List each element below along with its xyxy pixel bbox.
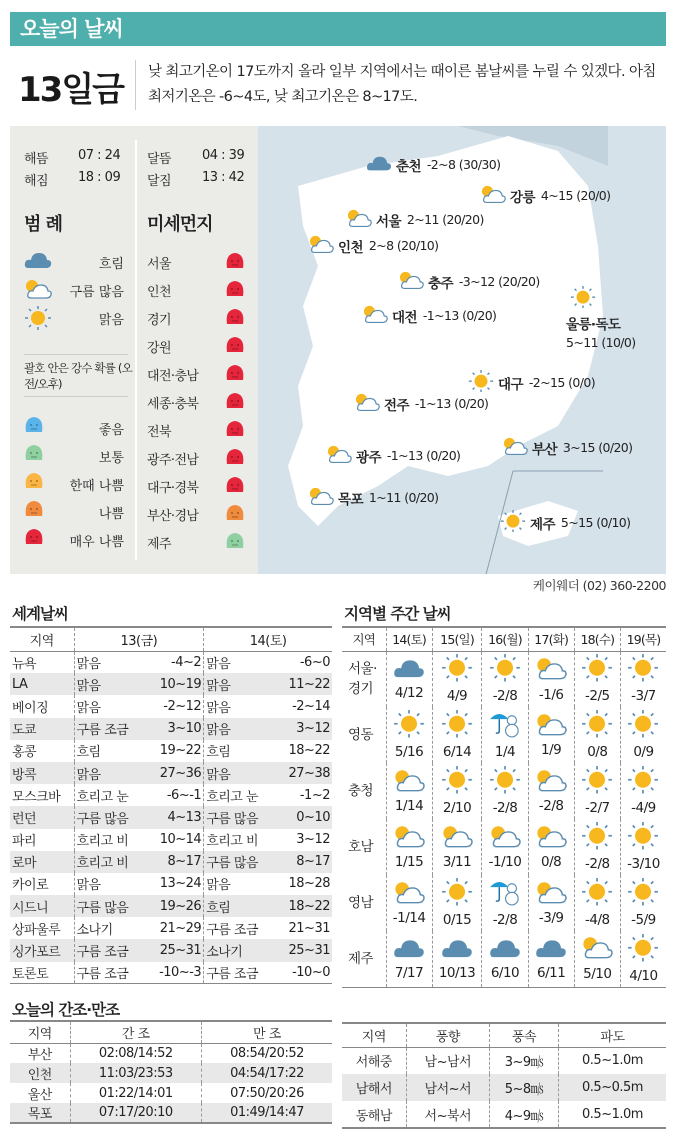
table-row: 호남 1/15 3/11 -1/10 0/8 -2/8 -3/10	[342, 819, 666, 875]
table-row: 영동 5/16 6/14 1/4 1/9 0/8 0/9	[342, 707, 666, 763]
moonset-label: 달짐	[147, 174, 172, 189]
korea-map	[258, 126, 666, 574]
sunny-icon	[627, 766, 659, 798]
sunny-icon	[489, 654, 521, 686]
date-label: 13일금	[18, 70, 124, 110]
legend-item-cloudy: 흐림	[24, 250, 124, 272]
partly-icon	[489, 824, 521, 853]
table-row: 울산 01:22/14:01 07:50/20:26	[10, 1083, 332, 1103]
sunny-icon	[441, 654, 473, 686]
map-city: 강릉 4~15 (20/0)	[480, 184, 610, 207]
partly-icon	[502, 436, 528, 459]
face-very-bad-icon	[225, 476, 245, 498]
page-title: 오늘의 날씨	[10, 12, 666, 46]
table-row: 모스크바 흐리고 눈 -6~-1 흐리고 눈 -1~2	[10, 784, 332, 806]
sunny-icon	[441, 878, 473, 910]
face-bad-icon	[225, 504, 245, 526]
partly-icon	[581, 935, 613, 964]
fine-dust-region: 인천	[147, 278, 245, 300]
partly-icon	[362, 304, 388, 327]
sunny-icon	[581, 878, 613, 910]
cloudy-icon	[535, 937, 567, 963]
partly-icon	[354, 392, 380, 415]
moonrise-label: 달뜸	[147, 152, 172, 167]
partly-icon	[393, 880, 425, 909]
legend-title: 범 례	[24, 214, 63, 235]
legend-item-partly-cloudy: 구름 많음	[24, 278, 124, 300]
face-normal-icon	[24, 444, 44, 466]
sunny-icon	[627, 654, 659, 686]
table-row: 남해서 남서~서 5~8㎧ 0.5~0.5m	[342, 1074, 666, 1101]
col-header: 간 조	[70, 1021, 201, 1043]
sunny-icon	[570, 286, 596, 311]
dust-legend-briefly-bad: 한때 나쁨	[24, 472, 124, 494]
table-row: 목포 07:17/20:10 01:49/14:47	[10, 1103, 332, 1123]
tide-table	[10, 1020, 332, 1124]
sunrise-label: 해뜸	[24, 152, 49, 167]
fine-dust-region: 세종·충북	[147, 390, 245, 412]
partly-icon	[393, 768, 425, 797]
col-header: 풍속	[489, 1023, 558, 1047]
world-weather-table	[10, 626, 332, 984]
sunny-icon	[24, 306, 52, 334]
dust-legend-good: 좋음	[24, 416, 124, 438]
sunset-label: 해짐	[24, 174, 49, 189]
fine-dust-region: 서울	[147, 250, 245, 272]
sunny-icon	[581, 766, 613, 798]
table-row: 상파울루 소나기 21~29 구름 조금 21~31	[10, 917, 332, 939]
col-header: 18(수)	[574, 627, 620, 651]
table-row: 부산 02:08/14:52 08:54/20:52	[10, 1043, 332, 1063]
col-header: 13(금)	[74, 627, 204, 651]
map-city: 춘천 -2~8 (30/30)	[366, 154, 500, 175]
partly-icon	[535, 824, 567, 853]
sunny-icon	[581, 710, 613, 742]
table-row: 로마 흐리고 비 8~17 구름 많음 8~17	[10, 851, 332, 873]
moonset-time: 13 : 42	[202, 170, 245, 185]
map-city: 서울 2~11 (20/20)	[346, 208, 484, 231]
face-very-bad-icon	[225, 420, 245, 442]
face-very-bad-icon	[24, 528, 44, 550]
dust-legend-bad: 나쁨	[24, 500, 124, 522]
fine-dust-region: 대전·충남	[147, 362, 245, 384]
face-briefly-bad-icon	[24, 472, 44, 494]
divider	[135, 60, 136, 110]
col-header: 지역	[10, 627, 74, 651]
col-header: 17(화)	[528, 627, 574, 651]
face-bad-icon	[24, 500, 44, 522]
col-header: 풍향	[406, 1023, 489, 1047]
partly-icon	[398, 270, 424, 293]
col-header: 지역	[342, 627, 386, 651]
table-row: 충청 1/14 2/10 -2/8 -2/8 -2/7 -4/9	[342, 763, 666, 819]
partly-icon	[535, 880, 567, 909]
partly-icon	[441, 824, 473, 853]
table-row: 토론토 구름 조금 -10~-3 구름 조금 -10~0	[10, 962, 332, 984]
dust-legend-normal: 보통	[24, 444, 124, 466]
partly-icon	[535, 712, 567, 741]
table-row: 싱가포르 구름 조금 25~31 소나기 25~31	[10, 939, 332, 961]
weekly-weather-title: 지역별 주간 날씨	[344, 605, 451, 623]
table-row: 카이로 맑음 13~24 맑음 18~28	[10, 873, 332, 895]
moonrise-time: 04 : 39	[202, 148, 245, 163]
face-very-bad-icon	[225, 308, 245, 330]
map-city: 인천 2~8 (20/10)	[308, 234, 438, 257]
info-panel	[10, 126, 258, 574]
face-very-bad-icon	[225, 392, 245, 414]
fine-dust-region: 강원	[147, 334, 245, 356]
sunny-icon	[441, 766, 473, 798]
face-normal-icon	[225, 532, 245, 554]
col-header: 16(월)	[482, 627, 528, 651]
partly-icon	[346, 208, 372, 231]
table-row: 베이징 맑음 -2~12 맑음 -2~14	[10, 695, 332, 717]
map-city: 광주 -1~13 (0/20)	[326, 444, 460, 467]
world-weather-title: 세계날씨	[12, 605, 68, 623]
fine-dust-region: 광주·전남	[147, 446, 245, 468]
dust-legend-very-bad: 매우 나쁨	[24, 528, 124, 550]
face-very-bad-icon	[225, 448, 245, 470]
fine-dust-region: 대구·경북	[147, 474, 245, 496]
table-row: 홍콩 흐림 19~22 흐림 18~22	[10, 740, 332, 762]
map-city: 대구 -2~15 (0/0)	[468, 370, 595, 395]
tide-title: 오늘의 간조·만조	[12, 1001, 120, 1019]
map-city: 충주 -3~12 (20/20)	[398, 270, 540, 293]
partly-icon	[535, 656, 567, 685]
table-row: 서울·경기 4/12 4/9 -2/8 -1/6 -2/5 -3/7	[342, 651, 666, 707]
map-city: 제주 5~15 (0/10)	[500, 510, 630, 535]
sunrise-time: 07 : 24	[78, 148, 121, 163]
fine-dust-region: 부산·경남	[147, 502, 245, 524]
cloudy-icon	[441, 937, 473, 963]
divider	[135, 140, 137, 560]
col-header: 19(목)	[620, 627, 666, 651]
table-row: 영남 -1/14 0/15 -2/8 -3/9 -4/8 -5/9	[342, 875, 666, 931]
table-row: 인천 11:03/23:53 04:54/17:22	[10, 1063, 332, 1083]
col-header: 파도	[558, 1023, 666, 1047]
table-row: 뉴욕 맑음 -4~2 맑음 -6~0	[10, 651, 332, 673]
face-very-bad-icon	[225, 252, 245, 274]
map-city: 부산 3~15 (0/20)	[502, 436, 632, 459]
table-row: 파리 흐리고 비 10~14 흐리고 비 3~12	[10, 829, 332, 851]
sunny-icon	[441, 710, 473, 742]
weather-summary: 낮 최고기온이 17도까지 올라 일부 지역에서는 때이른 봄날씨를 누릴 수 있겠다. 아침 최저기온은 -6~4도, 낮 최고기온은 8~17도.	[148, 64, 656, 105]
col-header: 만 조	[201, 1021, 332, 1043]
col-header: 14(토)	[386, 627, 432, 651]
cloudy-icon	[393, 657, 425, 683]
face-very-bad-icon	[225, 336, 245, 358]
cloudy-icon	[393, 937, 425, 963]
map-city: 전주 -1~13 (0/20)	[354, 392, 488, 415]
col-header: 지역	[342, 1023, 406, 1047]
face-good-icon	[24, 416, 44, 438]
partly-icon	[535, 768, 567, 797]
sunset-time: 18 : 09	[78, 170, 121, 185]
col-header: 14(토)	[204, 627, 332, 651]
face-very-bad-icon	[225, 364, 245, 386]
sunny-icon	[489, 766, 521, 798]
sunny-icon	[581, 822, 613, 854]
weekly-weather-table	[342, 626, 666, 988]
sunny-icon	[627, 710, 659, 742]
table-row: 런던 구름 많음 4~13 구름 많음 0~10	[10, 806, 332, 828]
sunny-icon	[581, 654, 613, 686]
snow-icon	[489, 710, 521, 742]
sunny-icon	[627, 822, 659, 854]
face-very-bad-icon	[225, 280, 245, 302]
fine-dust-region: 제주	[147, 530, 245, 552]
cloudy-icon	[489, 937, 521, 963]
rain-prob-note: 괄호 안은 강수 확률 (오전/오후)	[24, 361, 132, 391]
map-credit: 케이웨더 (02) 360-2200	[532, 578, 666, 593]
cloudy-icon	[24, 250, 52, 274]
sunny-icon	[500, 510, 526, 535]
map-city: 목포 1~11 (0/20)	[308, 486, 438, 509]
partly-cloudy-icon	[24, 278, 52, 304]
sunny-icon	[393, 710, 425, 742]
sunny-icon	[627, 934, 659, 966]
sea-condition-table	[342, 1022, 666, 1129]
fine-dust-title: 미세먼지	[147, 214, 213, 235]
cloudy-icon	[366, 154, 392, 175]
table-row: 동해남 서~북서 4~9㎧ 0.5~1.0m	[342, 1101, 666, 1128]
table-row: 방콕 맑음 27~36 맑음 27~38	[10, 762, 332, 784]
partly-icon	[326, 444, 352, 467]
table-row: 제주 7/17 10/13 6/10 6/11 5/10 4/10	[342, 931, 666, 987]
partly-icon	[393, 824, 425, 853]
table-row: 서해중 남~남서 3~9㎧ 0.5~1.0m	[342, 1047, 666, 1074]
map-city: 대전 -1~13 (0/20)	[362, 304, 496, 327]
partly-icon	[480, 184, 506, 207]
map-city: 울릉·독도 5~11 (10/0)	[566, 286, 636, 350]
table-row: LA 맑음 10~19 맑음 11~22	[10, 673, 332, 695]
partly-icon	[308, 234, 334, 257]
table-row: 시드니 구름 많음 19~26 흐림 18~22	[10, 895, 332, 917]
col-header: 15(일)	[432, 627, 482, 651]
snow-icon	[489, 878, 521, 910]
sunny-icon	[627, 878, 659, 910]
table-row: 도쿄 구름 조금 3~10 맑음 3~12	[10, 718, 332, 740]
divider	[24, 354, 128, 355]
col-header: 지역	[10, 1021, 70, 1043]
divider	[24, 396, 128, 397]
fine-dust-region: 전북	[147, 418, 245, 440]
legend-item-sunny: 맑음	[24, 306, 124, 328]
partly-icon	[308, 486, 334, 509]
fine-dust-region: 경기	[147, 306, 245, 328]
